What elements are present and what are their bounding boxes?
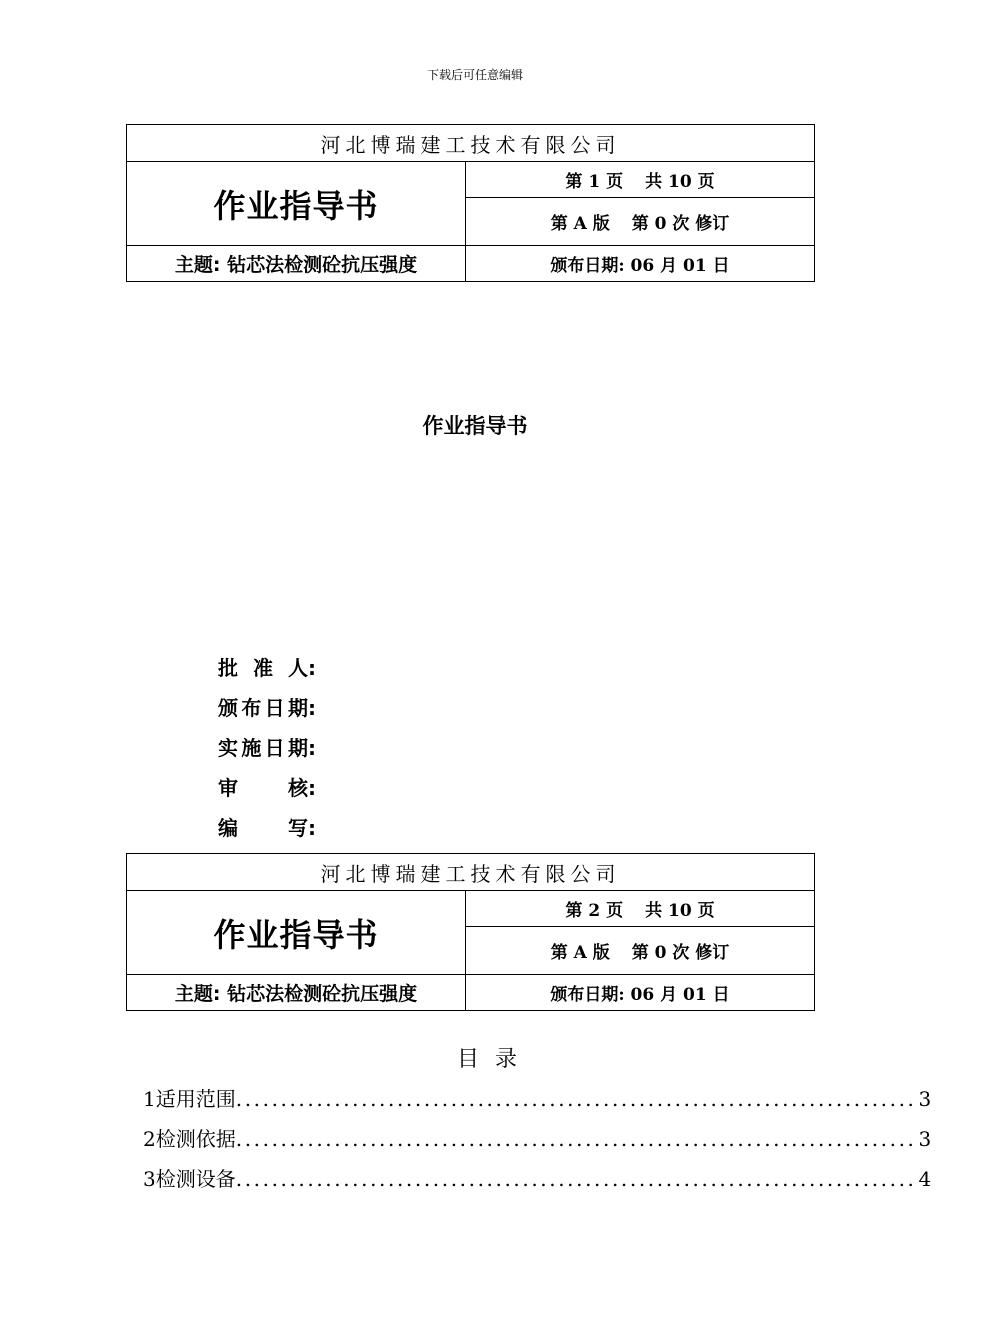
issue-date-field: 颁布日期: [218, 696, 316, 720]
subject: 主题: 钻芯法检测砼抗压强度 [127, 975, 466, 1011]
reviewer-field: 审核: [218, 776, 316, 800]
toc-item-number: 2 [143, 1127, 156, 1151]
cover-title: 作业指导书 [422, 414, 528, 438]
company-name: 河北博瑞建工技术有限公司 [127, 125, 815, 162]
toc-title: 目录 [456, 1047, 533, 1072]
doc-type-title: 作业指导书 [127, 162, 466, 246]
effective-date-field: 实施日期: [218, 736, 316, 760]
version-info: 第 A 版 第 0 次 修订 [466, 927, 815, 975]
toc-leader-dots: ............................................................................ [235, 1167, 917, 1191]
toc-item-page: 3 [918, 1087, 932, 1111]
issue-date: 颁布日期: 06 月 01 日 [466, 246, 815, 282]
download-watermark: 下载后可任意编辑 [426, 68, 523, 82]
toc-item[interactable] [143, 1083, 932, 1113]
document-header-2 [126, 853, 815, 1011]
toc-item-page: 4 [918, 1167, 932, 1191]
company-name: 河北博瑞建工技术有限公司 [127, 854, 815, 891]
toc-item[interactable] [143, 1163, 932, 1193]
approver-field: 批准人: [218, 656, 316, 680]
toc-item[interactable] [143, 1123, 932, 1153]
toc-item-number: 3 [143, 1167, 156, 1191]
page-number: 第 2 页 共 10 页 [466, 891, 815, 927]
document-header-1 [126, 124, 815, 282]
issue-date: 颁布日期: 06 月 01 日 [466, 975, 815, 1011]
toc-item-page: 3 [918, 1127, 932, 1151]
toc-leader-dots: ............................................................................ [235, 1127, 917, 1151]
author-field: 编写: [218, 816, 316, 840]
version-info: 第 A 版 第 0 次 修订 [466, 198, 815, 246]
toc-item-text: 检测依据 [155, 1127, 236, 1151]
page-number: 第 1 页 共 10 页 [466, 162, 815, 198]
toc-item-text: 检测设备 [155, 1167, 236, 1191]
doc-type-title: 作业指导书 [127, 891, 466, 975]
toc-leader-dots: ............................................................................ [235, 1087, 917, 1111]
toc-item-text: 适用范围 [155, 1087, 236, 1111]
toc-item-number: 1 [143, 1087, 156, 1111]
subject: 主题: 钻芯法检测砼抗压强度 [127, 246, 466, 282]
